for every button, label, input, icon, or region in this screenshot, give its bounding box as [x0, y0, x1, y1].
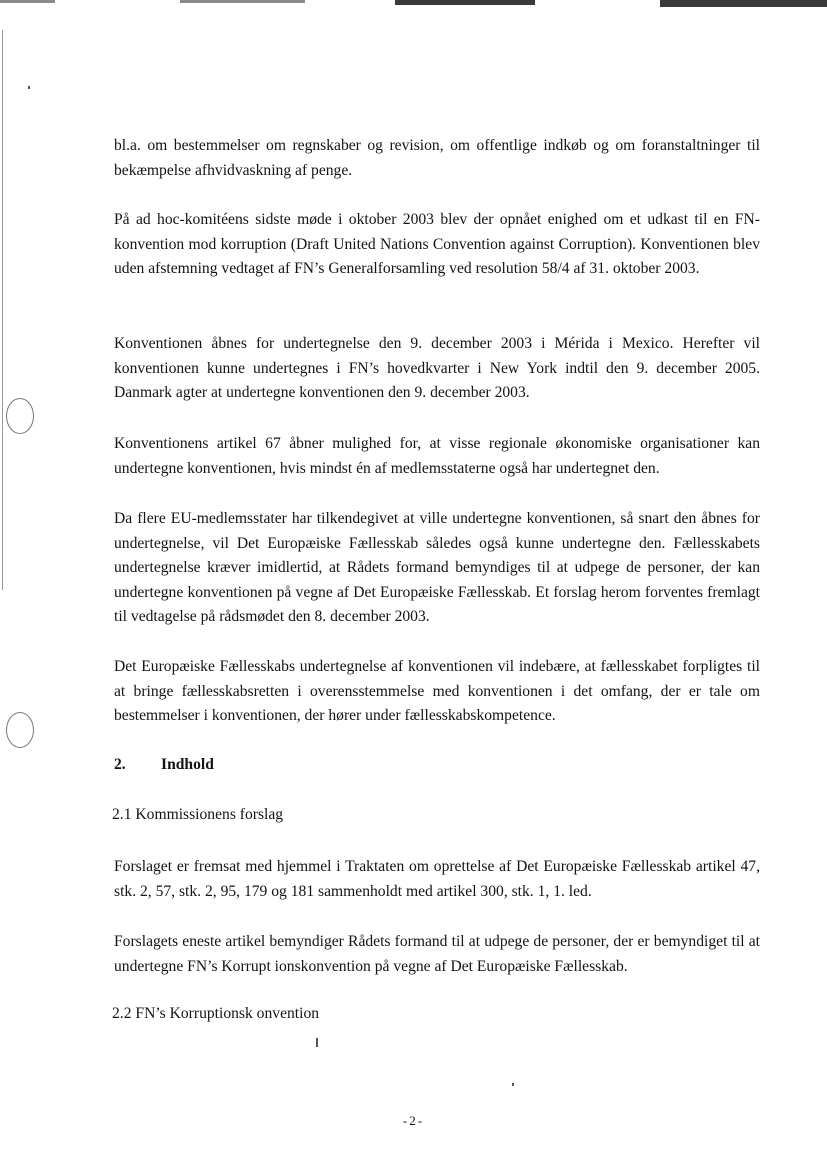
scan-artifact — [180, 0, 305, 3]
section-title: Indhold — [161, 756, 214, 773]
scan-artifact — [660, 0, 827, 7]
scan-artifact — [0, 0, 55, 3]
subsection-heading-2-1: 2.1 Kommissionens forslag — [112, 806, 284, 823]
scan-speck — [28, 86, 30, 89]
paragraph-legal-basis: Forslaget er fremsat med hjemmel i Traktaten om oprettelse af Det Europæiske Fællesskab artikel 47, stk. 2, 57, stk. 2, 95, 179 og 181 sammenholdt med artikel 300, stk. 1, 1. led. — [114, 858, 760, 900]
section-number: 2. — [114, 756, 126, 773]
section-heading-indhold — [114, 753, 214, 777]
scan-edge-line — [2, 30, 3, 590]
scan-speck — [316, 1038, 318, 1047]
scan-artifact — [395, 0, 535, 5]
paragraph-ad-hoc-committee: På ad hoc-komitéens sidste møde i oktober 2003 blev der opnået enighed om et udkast til en FN-konvention mod korruption (Draft United Nations Convention against Corruption). Konventionen blev uden afstemning vedtaget af FN’s Generalforsamling ved resolution 58/4 af 31. oktober 2003. — [114, 211, 760, 277]
paragraph-sole-article: Forslagets eneste artikel bemyndiger Rådets formand til at udpege de personer, der er bemyndiget til at undertegne FN’s Korrupt ionskonvention på vegne af Det Europæiske Fællesskab. — [114, 933, 760, 975]
page-number: -2- — [402, 1113, 425, 1128]
paragraph-signature-opening: Konventionen åbnes for undertegnelse den 9. december 2003 i Mérida i Mexico. Herefter vil konventionen kunne undertegnes i FN’s hovedkvarter i New York indtil den 9. december 2005. Danmark agter at undertegne konventionen den 9. december 2003. — [114, 335, 760, 401]
paragraph-eu-member-states: Da flere EU-medlemsstater har tilkendegivet at ville undertegne konventionen, så snart den åbnes for undertegnelse, vil Det Europæiske Fællesskab således også kunne undertegne den. Fællesskabets undertegnelse kræver imidlertid, at Rådets formand bemyndiges til at udpege de personer, der kan undertegne konventionen på vegne af Det Europæiske Fællesskab. Et forslag herom forventes fremlagt til vedtagelse på rådsmødet den 8. december 2003. — [114, 510, 760, 625]
scan-speck — [512, 1083, 514, 1086]
paragraph-community-obligations: Det Europæiske Fællesskabs undertegnelse af konventionen vil indebære, at fællesskabet forpligtes til at bringe fællesskabsretten i overensstemmelse med konventionen i det omfang, der er tale om bestemmelser i konventionen, der hører under fællesskabskompetence. — [114, 658, 760, 724]
punch-hole-mark — [6, 712, 34, 748]
paragraph-intro-continuation: bl.a. om bestemmelser om regnskaber og revision, om offentlige indkøb og om foranstaltninger til bekæmpelse afhvidvaskning af penge. — [114, 137, 760, 179]
paragraph-article-67: Konventionens artikel 67 åbner mulighed for, at visse regionale økonomiske organisationer kan undertegne konventionen, hvis mindst én af medlemsstaterne også har undertegnet den. — [114, 435, 760, 477]
subsection-heading-2-2: 2.2 FN’s Korruptionsk onvention — [112, 1005, 320, 1022]
punch-hole-mark — [6, 398, 34, 434]
